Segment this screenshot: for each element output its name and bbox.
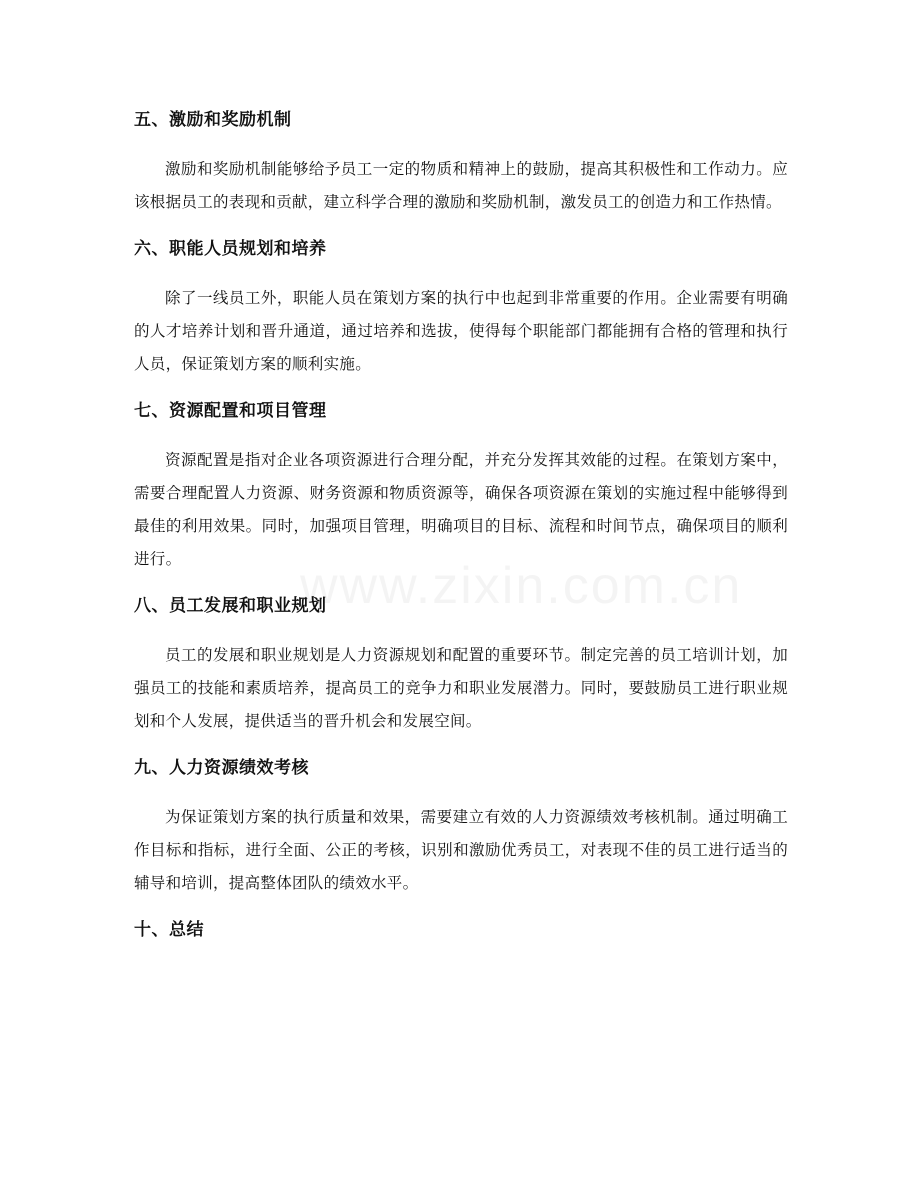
section-heading: 九、人力资源绩效考核: [134, 758, 309, 778]
section-functional-staff: [134, 237, 788, 381]
section-employee-development: [134, 594, 788, 738]
section-resource-allocation: [134, 399, 788, 576]
section-heading: 六、职能人员规划和培养: [134, 239, 327, 259]
section-heading: 八、员工发展和职业规划: [134, 596, 327, 616]
section-paragraph: 除了一线员工外，职能人员在策划方案的执行中也起到非常重要的作用。企业需要有明确的人才培养计划和晋升通道，通过培养和选拔，使得每个职能部门都能拥有合格的管理和执行人员，保证策划方案的顺利实施。: [134, 289, 788, 373]
section-incentive-mechanism: [134, 108, 788, 219]
section-summary: [134, 918, 788, 942]
section-paragraph: 为保证策划方案的执行质量和效果，需要建立有效的人力资源绩效考核机制。通过明确工作目标和指标，进行全面、公正的考核，识别和激励优秀员工，对表现不佳的员工进行适当的辅导和培训，提高整体团队的绩效水平。: [134, 808, 788, 892]
section-heading: 七、资源配置和项目管理: [134, 401, 327, 421]
section-heading: 五、激励和奖励机制: [134, 110, 292, 130]
section-paragraph: 员工的发展和职业规划是人力资源规划和配置的重要环节。制定完善的员工培训计划，加强员工的技能和素质培养，提高员工的竞争力和职业发展潜力。同时，要鼓励员工进行职业规划和个人发展，提供适当的晋升机会和发展空间。: [134, 646, 788, 730]
section-performance-appraisal: [134, 756, 788, 900]
section-paragraph: 资源配置是指对企业各项资源进行合理分配，并充分发挥其效能的过程。在策划方案中，需要合理配置人力资源、财务资源和物质资源等，确保各项资源在策划的实施过程中能够得到最佳的利用效果。同时，加强项目管理，明确项目的目标、流程和时间节点，确保项目的顺利进行。: [134, 451, 788, 568]
section-paragraph: 激励和奖励机制能够给予员工一定的物质和精神上的鼓励，提高其积极性和工作动力。应该根据员工的表现和贡献，建立科学合理的激励和奖励机制，激发员工的创造力和工作热情。: [134, 160, 788, 211]
section-heading: 十、总结: [134, 920, 204, 940]
